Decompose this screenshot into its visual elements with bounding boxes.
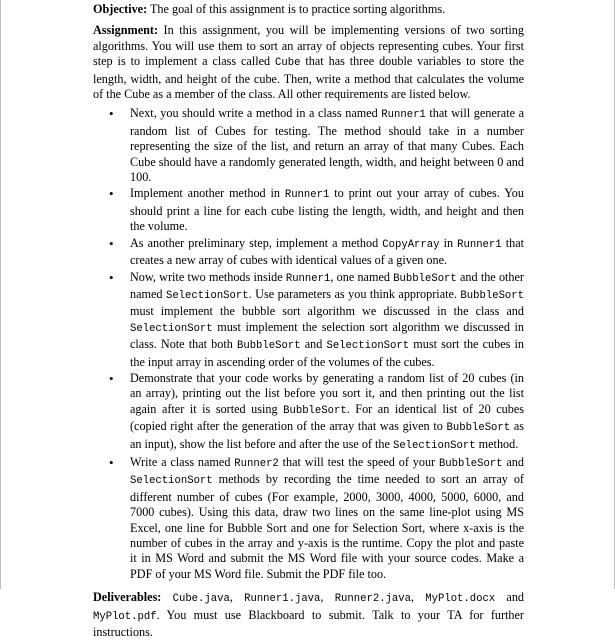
code-text: Runner1 (285, 272, 331, 285)
objective-paragraph: Objective: The goal of this assignment is to practice sorting algorithms. (93, 2, 446, 16)
code-text: Runner1 (381, 109, 426, 122)
list-item: • Write a class named Runner2 that will test the speed of your BubbleSort and SelectionSort methods by recording the time needed to sort an array of different number of cubes (For example, 2000, 3000, 4000, 5000, 6000, and 7000 cubes). Using this data, draw two lines on the same line-plot using MS Excel, one line for Bubble Sort and one for Selection Sort, where x-axis is the number of cubes in the array and y-axis is the runtime. Copy the plot and paste it in MS Word and submit the MS Word file with your source codes. Make a PDF of your MS Word file. Submit the PDF file too. (130, 455, 524, 582)
code-text: SelectionSort (392, 439, 476, 452)
file-name: Runner2.java (334, 593, 411, 606)
code-text: BubbleSort (446, 422, 511, 435)
list-item: • Implement another method in Runner1 to print out your array of cubes. You should print a line for each cube listing the length, width, and height and then the volume. (130, 186, 524, 234)
file-name: MyPlot.pdf (93, 610, 157, 623)
list-item: • Now, write two methods inside Runner1, one named BubbleSort and the other named SelectionSort. Use parameters as you think appropriate. BubbleSort must implement the bubble sort algorithm we discussed in the class and SelectionSort must implement the selection sort algorithm we discussed in class. Note that both BubbleSort and SelectionSort must sort the cubes in the input array in ascending order of the volumes of the cubes. (130, 270, 524, 370)
file-name: Cube.java (172, 593, 230, 606)
list-item: • Next, you should write a method in a class named Runner1 that will generate a random list of Cubes for testing. The method should take in a number representing the size of the list, and return an array of that many Cubes. Each Cube should have a randomly generated length, width, and height between 0 and 100. (130, 106, 524, 185)
code-text: BubbleSort (236, 340, 301, 353)
code-text: Runner1 (457, 238, 502, 251)
code-text: BubbleSort (438, 457, 503, 470)
code-text: Runner1 (284, 189, 330, 202)
assignment-paragraph: Assignment: In this assignment, you will be implementing versions of two sorting algorithms. You will use them to sort an array of objects representing cubes. Your first step is to implement a class called Cube that has three double variables to store the length, width, and height of the cube. Then, write a method that calculates the volume of the Cube as a member of the class. All other requirements are listed below. (93, 23, 524, 102)
code-text: CopyArray (382, 238, 440, 251)
code-text: Runner2 (234, 457, 279, 470)
code-text: BubbleSort (283, 404, 347, 417)
objective-label: Objective: (93, 2, 148, 16)
list-item: • As another preliminary step, implement a method CopyArray in Runner1 that creates a new array of cubes with identical values of a given one. (130, 236, 524, 269)
requirements-list (93, 106, 524, 582)
deliverables-paragraph: Deliverables: Cube.java, Runner1.java, Runner2.java, MyPlot.docx and MyPlot.pdf. You must use Blackboard to submit. Talk to your TA for further instructions. (93, 590, 525, 640)
code-text: SelectionSort (326, 340, 410, 353)
code-text: BubbleSort (460, 289, 524, 302)
assignment-label: Assignment: (93, 23, 159, 38)
file-name: MyPlot.docx (425, 593, 496, 606)
code-text: BubbleSort (393, 272, 457, 285)
code-text: Cube (275, 57, 301, 70)
deliverables-label: Deliverables: (93, 590, 162, 605)
list-item: • Demonstrate that your code works by generating a random list of 20 cubes (in an array), printing out the list before you sort it, and then printing out the list again after it is sorted using BubbleSort. For an identical list of 20 cubes (copied right after the generation of the array that was given to BubbleSort as an input), show the list before and after the use of the SelectionSort method. (130, 371, 524, 454)
document-body (93, 2, 524, 640)
code-text: SelectionSort (130, 475, 213, 488)
file-name: Runner1.java (244, 593, 321, 606)
code-text: SelectionSort (130, 322, 213, 335)
code-text: SelectionSort (165, 289, 249, 302)
